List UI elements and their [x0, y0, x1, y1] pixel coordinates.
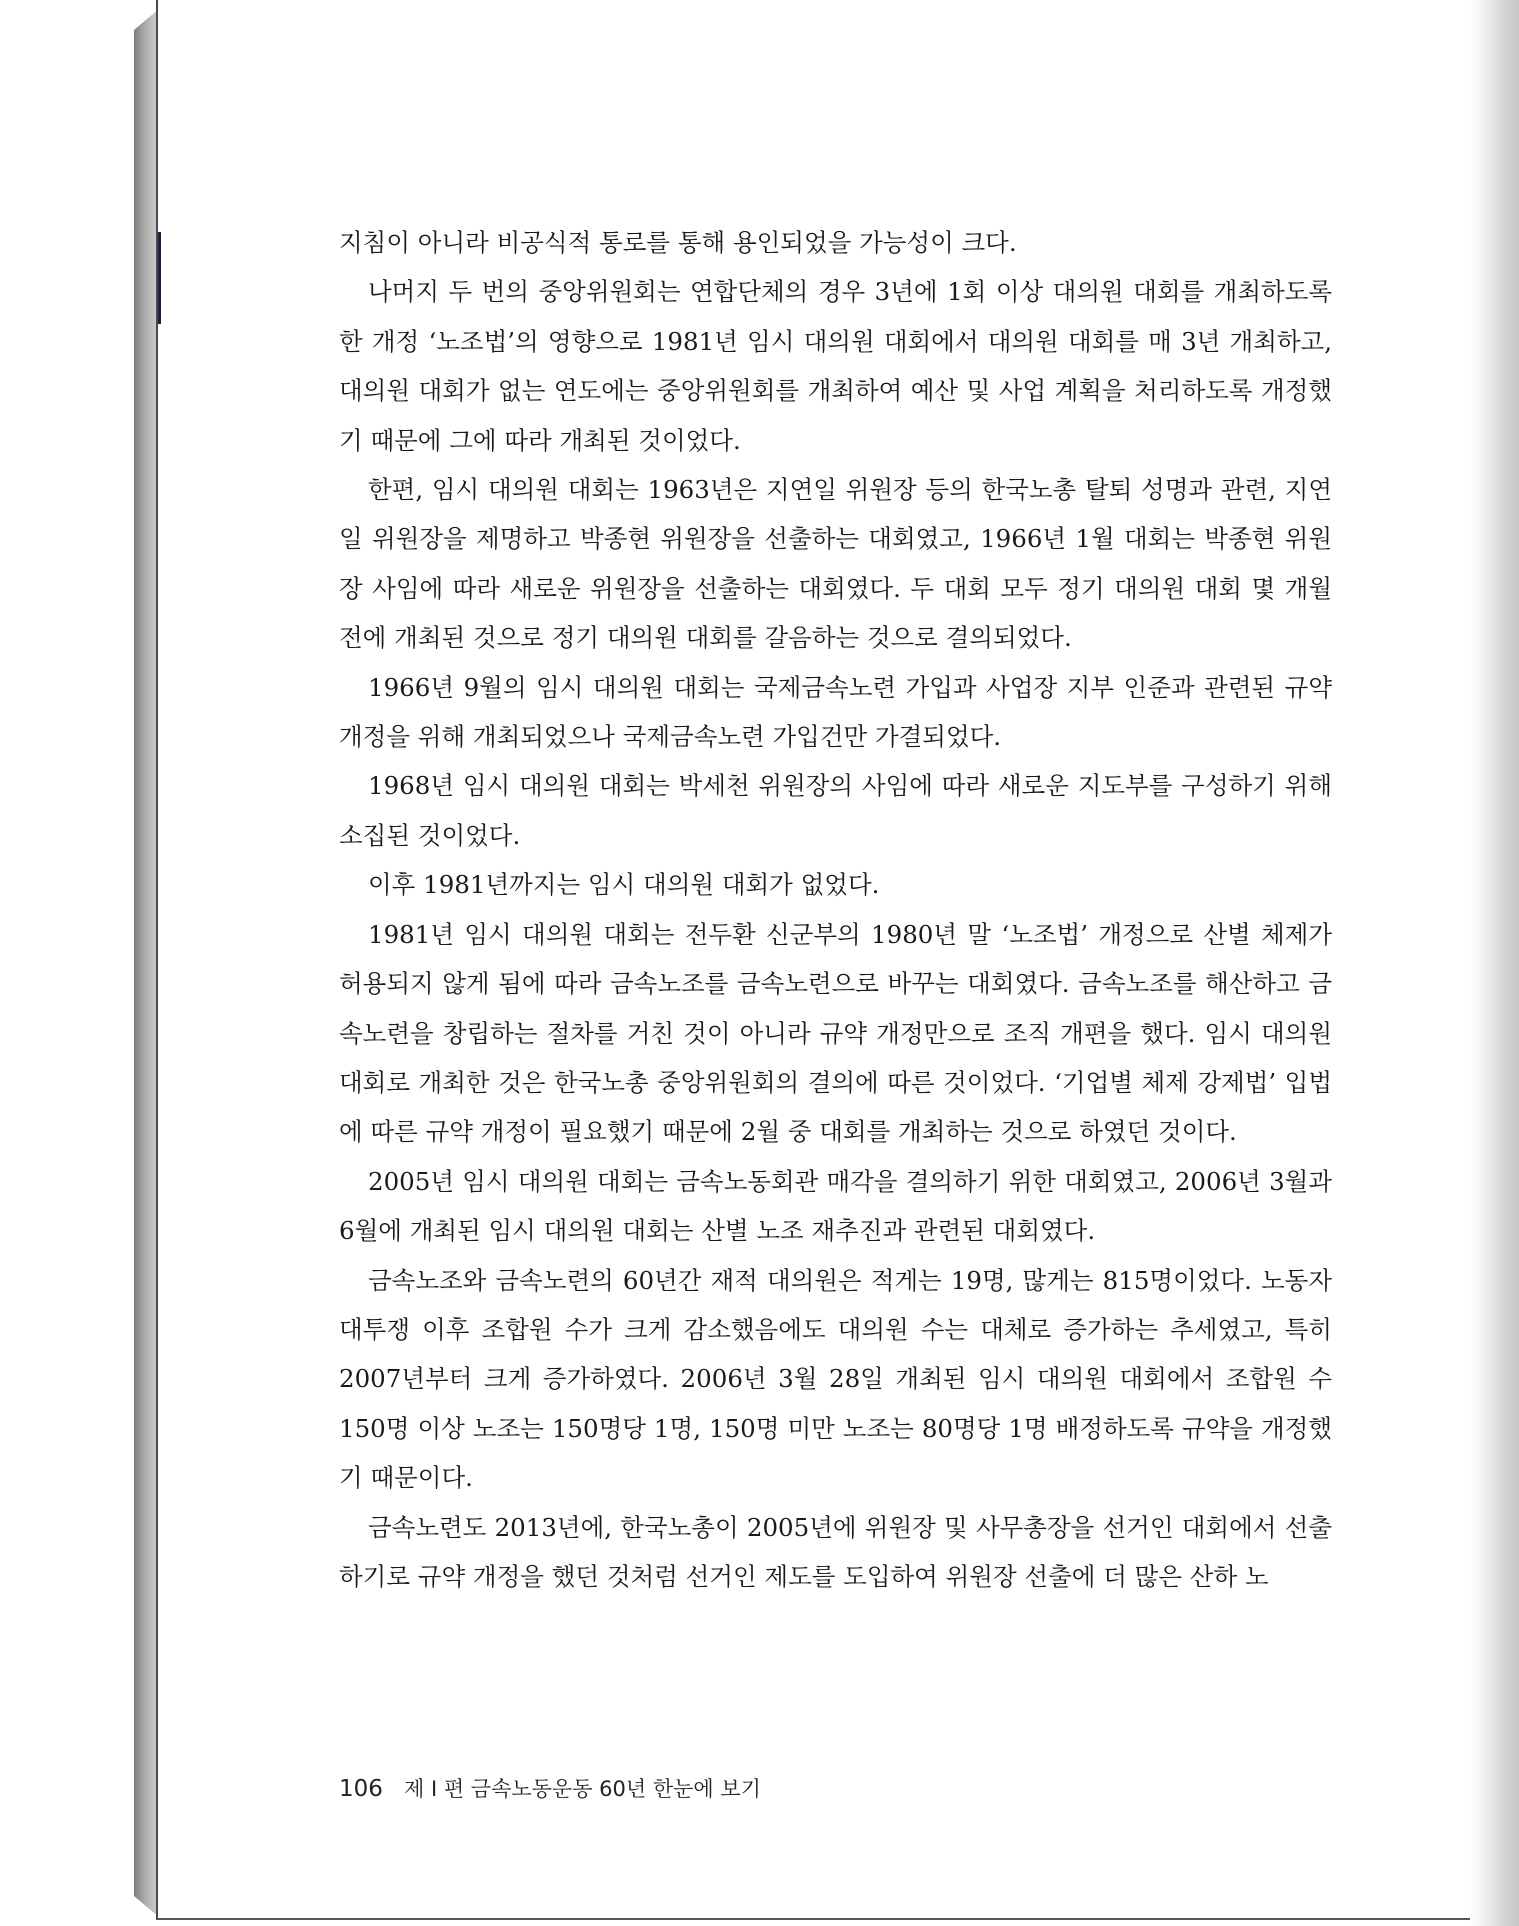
paragraph: 1981년 임시 대의원 대회는 전두환 신군부의 1980년 말 ‘노조법’ 개정으로 산별 체제가 허용되지 않게 됨에 따라 금속노조를 금속노련으로 바꾸는 대회였다. 금속노조를 해산하고 금속노련을 창립하는 절차를 거친 것이 아니라 규약 개정만으로 조직 개편을 했다. 임시 대의원 대회로 개최한 것은 한국노총 중앙위원회의 결의에 따른 것이었다. ‘기업별 체제 강제법’ 입법에 따른 규약 개정이 필요했기 때문에 2월 중 대회를 개최하는 것으로 하였던 것이다.: [339, 919, 1332, 1147]
page-shadow: [1470, 0, 1519, 1926]
paragraph: 1968년 임시 대의원 대회는 박세천 위원장의 사임에 따라 새로운 지도부를 구성하기 위해 소집된 것이었다.: [339, 771, 1332, 850]
paragraph: 금속노련도 2013년에, 한국노총이 2005년에 위원장 및 사무총장을 선거인 대회에서 선출하기로 규약 개정을 했던 것처럼 선거인 제도를 도입하여 위원장 선출에 더 많은 산하 노: [339, 1512, 1332, 1591]
paragraph: 나머지 두 번의 중앙위원회는 연합단체의 경우 3년에 1회 이상 대의원 대회를 개최하도록 한 개정 ‘노조법’의 영향으로 1981년 임시 대의원 대회에서 대의원 대회를 매 3년 개최하고, 대의원 대회가 없는 연도에는 중앙위원회를 개최하여 예산 및 사업 계획을 처리하도록 개정했기 때문에 그에 따라 개최된 것이었다.: [339, 277, 1332, 455]
paragraph: 한편, 임시 대의원 대회는 1963년은 지연일 위원장 등의 한국노총 탈퇴 성명과 관련, 지연일 위원장을 제명하고 박종현 위원장을 선출하는 대회였고, 1966년 1월 대회는 박종현 위원장 사임에 따라 새로운 위원장을 선출하는 대회였다. 두 대회 모두 정기 대의원 대회 몇 개월 전에 개최된 것으로 정기 대의원 대회를 갈음하는 것으로 결의되었다.: [339, 475, 1332, 653]
bookmark-ribbon: [158, 232, 161, 324]
paragraph: 1966년 9월의 임시 대의원 대회는 국제금속노련 가입과 사업장 지부 인준과 관련된 규약 개정을 위해 개최되었으나 국제금속노련 가입건만 가결되었다.: [339, 672, 1332, 752]
page-number: 106: [339, 1776, 383, 1802]
paragraph: 지침이 아니라 비공식적 통로를 통해 용인되었을 가능성이 크다.: [339, 228, 1017, 257]
paragraph: 금속노조와 금속노련의 60년간 재적 대의원은 적게는 19명, 많게는 815명이었다. 노동자 대투쟁 이후 조합원 수가 크게 감소했음에도 대의원 수는 대체로 증가하는 추세였고, 특히 2007년부터 크게 증가하였다. 2006년 3월 28일 개최된 임시 대의원 대회에서 조합원 수 150명 이상 노조는 150명당 1명, 150명 미만 노조는 80명당 1명 배정하도록 규약을 개정했기 때문이다.: [339, 1265, 1332, 1493]
paragraph: 이후 1981년까지는 임시 대의원 대회가 없었다.: [368, 870, 880, 900]
page-footer: [339, 1773, 761, 1803]
body-text: [339, 218, 1332, 1601]
paragraph: 2005년 임시 대의원 대회는 금속노동회관 매각을 결의하기 위한 대회였고, 2006년 3월과 6월에 개최된 임시 대의원 대회는 산별 노조 재추진과 관련된 대회였다.: [339, 1166, 1332, 1246]
running-title: 제 I 편 금속노동운동 60년 한눈에 보기: [404, 1777, 761, 1801]
